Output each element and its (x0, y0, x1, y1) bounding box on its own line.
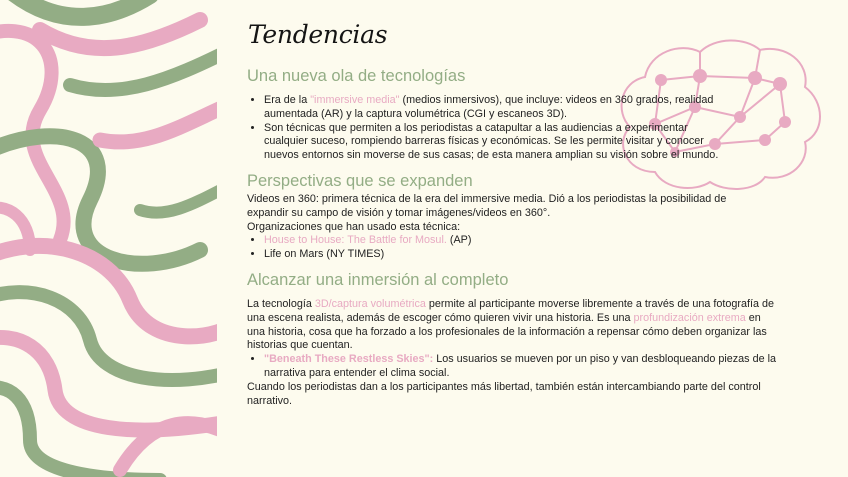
section-heading-new-wave: Una nueva ola de tecnologías (247, 67, 466, 85)
volumetric-capture-link[interactable]: 3D/captura volumétrica (314, 298, 426, 310)
immersive-media-link[interactable]: "immersive media" (310, 94, 400, 106)
immersion-paragraph: La tecnología 3D/captura volumétrica permite al participante moverse libremente a través de una fotografía de una escena realista, además de escoger cómo quieren vivir una historia. Es una profundización extrema en una historia, cosa que ha forzado a los profesionales de la información a repensar cómo deben organizar las historias que cuentan. (247, 298, 774, 352)
list-item: • Era de la "immersive media" (medios inmersivos), que incluye: videos en 360 grados, realidad aumentada (AR) y la captura volumétrica (CGI y escaneos 3D). (264, 94, 732, 122)
section-heading-immersion: Alcanzar una inmersión al completo (247, 271, 509, 289)
section-new-wave-body (247, 94, 732, 163)
list-item: • House to House: The Battle for Mosul. (AP) (264, 234, 767, 248)
list-item: • Son técnicas que permiten a los periodistas a catapultar a las audiencias a experimentar cualquier suceso, rompiendo barreras físicas y económicas. Se les permite visitar y conocer nuevos entornos sin moverse de sus casas; de esta manera amplian su visión sobre el mundo. (264, 122, 732, 163)
section-immersion-body (247, 298, 777, 408)
swirl-pattern-decoration (0, 0, 217, 477)
list-item: • Life on Mars (NY TIMES) (264, 248, 767, 262)
closing-paragraph: Cuando los periodistas dan a los participantes más libertad, también están intercambiando parte del control narrativo. (247, 380, 761, 407)
slide-title: Tendencias (248, 20, 388, 49)
section-heading-perspectives: Perspectivas que se expanden (247, 172, 473, 190)
extreme-depth-link[interactable]: profundización extrema (633, 311, 746, 324)
perspectives-paragraph: Videos en 360: primera técnica de la era del immersive media. Dió a los periodistas la posibilidad de expandir su campo de visión y tomar imágenes/videos en 360°. (247, 193, 727, 219)
section-perspectives-body (247, 193, 767, 262)
organizations-paragraph: Organizaciones que han usado esta técnica: (247, 220, 461, 233)
beneath-these-restless-skies-link[interactable]: "Beneath These Restless Skies": (264, 353, 434, 366)
list-item: • "Beneath These Restless Skies": Los usuarios se mueven por un piso y van desbloqueando piezas de la narrativa para entender el clima social. (264, 353, 777, 381)
house-to-house-link[interactable]: House to House: The Battle for Mosul. (264, 234, 447, 247)
